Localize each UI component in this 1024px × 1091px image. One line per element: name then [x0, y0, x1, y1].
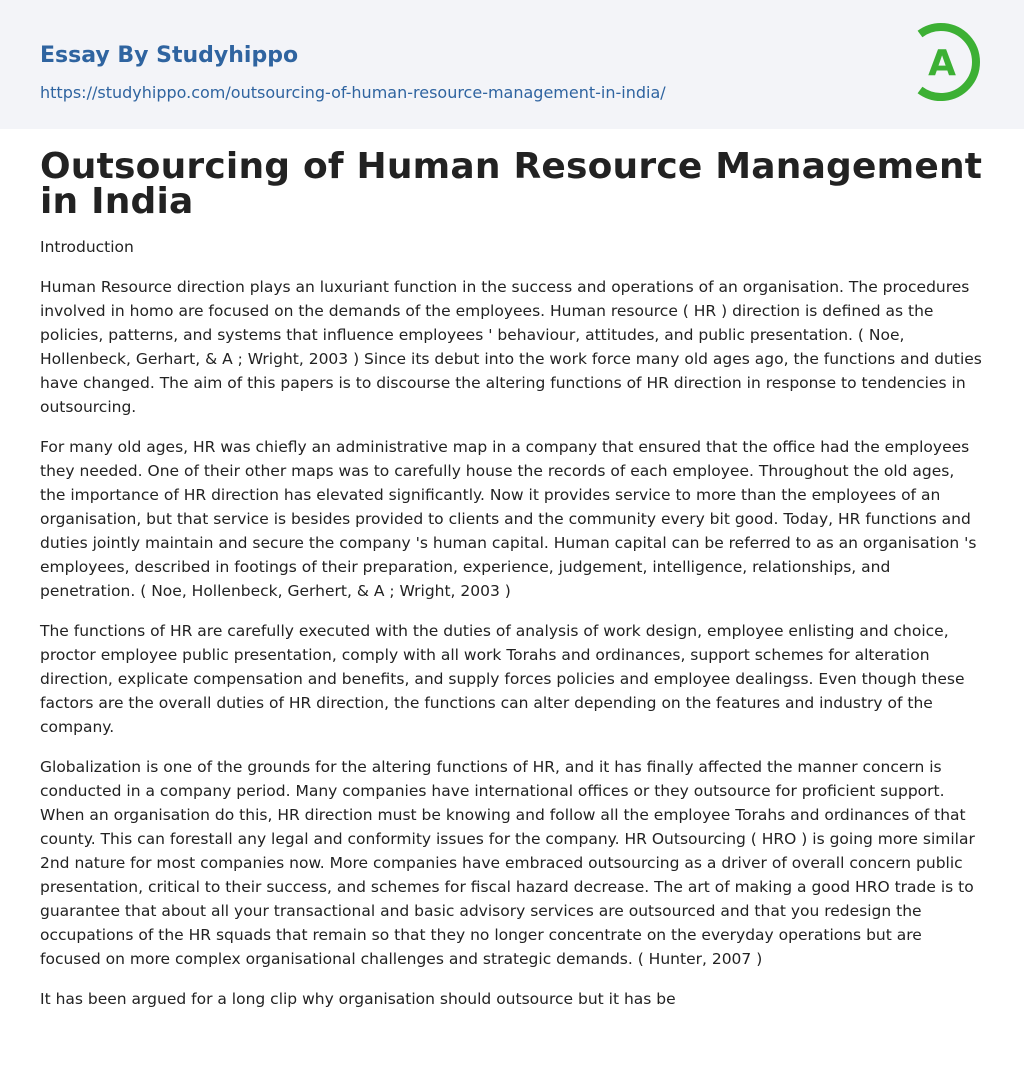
logo-letter: A: [928, 43, 956, 84]
paragraph-introduction: Introduction: [40, 238, 134, 256]
brand-title[interactable]: Essay By Studyhippo: [40, 43, 299, 68]
source-url-link[interactable]: https://studyhippo.com/outsourcing-of-human-resource-management-in-india/: [40, 83, 666, 102]
paragraph: It has been argued for a long clip why organisation should outsource but it has be: [40, 990, 676, 1008]
site-header: [0, 0, 1024, 129]
paragraph: The functions of HR are carefully executed with the duties of analysis of work design, employee enlisting and choice, proctor employee public presentation, comply with all work Torahs and ordinances, support schemes for alteration direction, explicate compensation and benefits, and supply forces policies and employee dealingss. Even though these factors are the overall duties of HR direction, the functions can alter depending on the features and industry of the company.: [40, 622, 965, 736]
paragraph: For many old ages, HR was chiefly an administrative map in a company that ensured that the office had the employees they needed. One of their other maps was to carefully house the records of each employee. Throughout the old ages, the importance of HR direction has elevated significantly. Now it provides service to more than the employees of an organisation, but that service is besides provided to clients and the community every bit good. Today, HR functions and duties jointly maintain and secure the company 's human capital. Human capital can be referred to as an organisation 's employees, described in footings of their preparation, experience, judgement, intelligence, relationships, and penetration. ( Noe, Hollenbeck, Gerhert, & A ; Wright, 2003 ): [40, 438, 977, 600]
paragraph: Globalization is one of the grounds for the altering functions of HR, and it has finally affected the manner concern is conducted in a company period. Many companies have international offices or they outsource for proficient support. When an organisation do this, HR direction must be knowing and follow all the employee Torahs and ordinances of that county. This can forestall any legal and conformity issues for the company. HR Outsourcing ( HRO ) is going more similar 2nd nature for most companies now. More companies have embraced outsourcing as a driver of overall concern public presentation, critical to their success, and schemes for fiscal hazard decrease. The art of making a good HRO trade is to guarantee that about all your transactional and basic advisory services are outsourced and that you redesign the occupations of the HR squads that remain so that they no longer concentrate on the everyday operations but are focused on more complex organisational challenges and strategic demands. ( Hunter, 2007 ): [40, 758, 975, 968]
page-title: Outsourcing of Human Resource Management in India: [40, 146, 983, 222]
studyhippo-logo-icon[interactable]: [900, 20, 984, 104]
article: [0, 129, 1024, 1011]
paragraph: Human Resource direction plays an luxuriant function in the success and operations of an organisation. The procedures involved in homo are focused on the demands of the employees. Human resource ( HR ) direction is defined as the policies, patterns, and systems that influence employees ' behaviour, attitudes, and public presentation. ( Noe, Hollenbeck, Gerhart, & A ; Wright, 2003 ) Since its debut into the work force many old ages ago, the functions and duties have changed. The aim of this papers is to discourse the altering functions of HR direction in response to tendencies in outsourcing.: [40, 278, 982, 416]
